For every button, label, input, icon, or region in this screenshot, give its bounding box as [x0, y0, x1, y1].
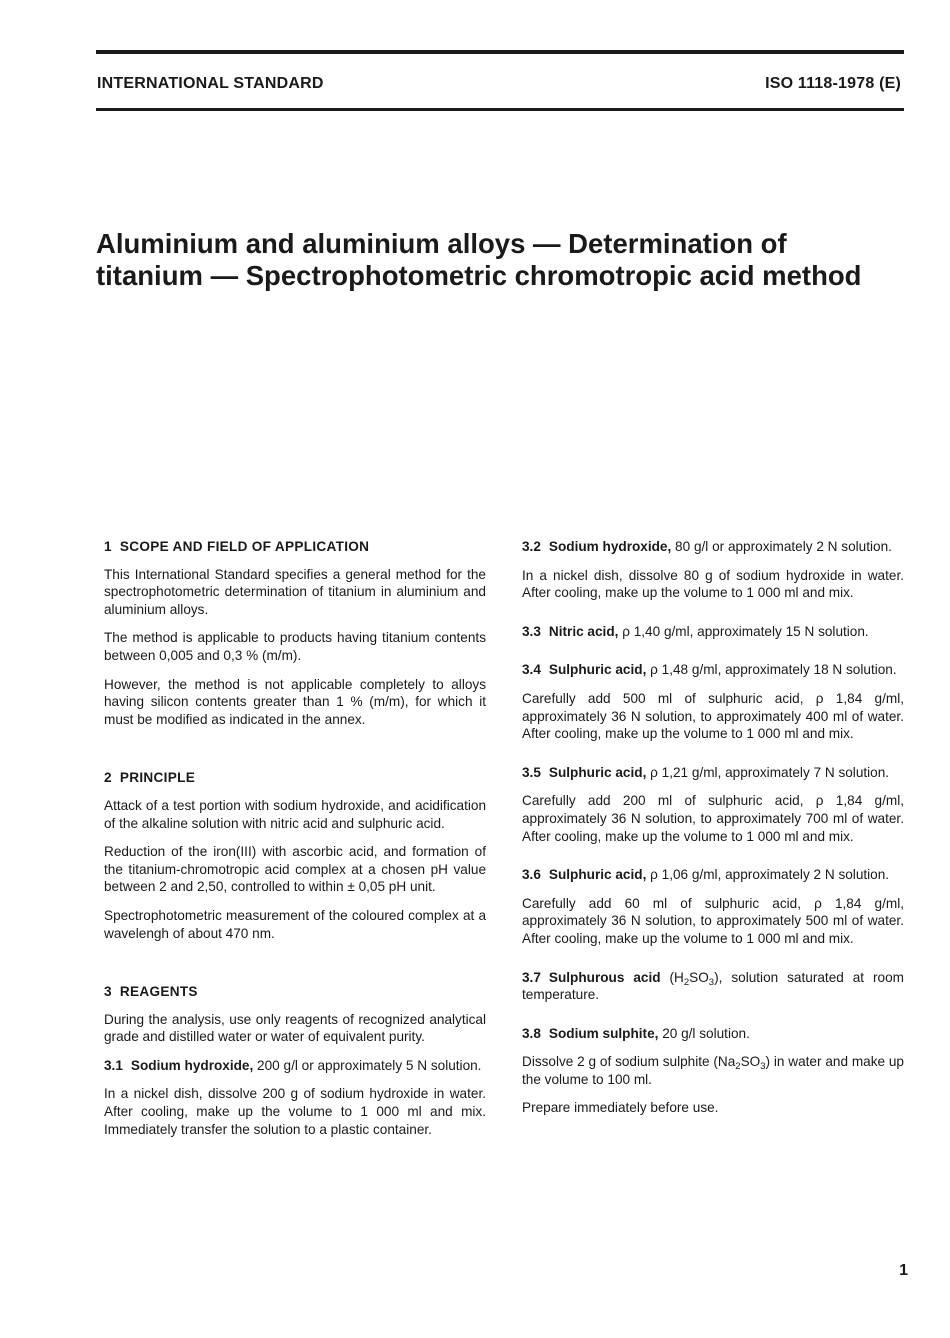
- section-2-heading: [104, 769, 486, 787]
- reagent-3-7-number: 3.7: [522, 969, 541, 985]
- reagent-3-2-spec: 80 g/l or approximately 2 N solution.: [675, 539, 892, 554]
- reagent-3-1-heading: [104, 1057, 486, 1075]
- reagent-3-6-name: Sulphuric acid,: [548, 867, 647, 883]
- formula-subscript: 3: [708, 976, 715, 988]
- formula-subscript: 2: [735, 1061, 741, 1073]
- reagent-3-7-formula: [669, 969, 723, 988]
- reagent-3-6-heading: [522, 866, 904, 884]
- reagent-3-4-number: 3.4: [522, 662, 541, 678]
- text-part: Dissolve 2 g of sodium sulphite (Na: [522, 1054, 736, 1070]
- formula-part: (H: [669, 969, 684, 985]
- reagent-3-5-text: Carefully add 200 ml of sulphuric acid, ρ 1,84 g/ml, approximately 36 N solution, to approximately 700 ml of water. After cooling, make up the volume to 1 000 ml and mix.: [522, 793, 904, 844]
- left-column: [104, 538, 486, 1149]
- reagent-3-6-text: Carefully add 60 ml of sulphuric acid, ρ 1,84 g/ml, approximately 36 N solution, to approximately 500 ml of water. After cooling, make up the volume to 1 000 ml and mix.: [522, 895, 904, 946]
- reagent-3-2-number: 3.2: [522, 539, 541, 554]
- reagent-3-3-number: 3.3: [522, 623, 541, 639]
- formula-subscript: 2: [683, 976, 690, 988]
- formula-part: SO: [689, 969, 709, 985]
- reagent-3-4-text: Carefully add 500 ml of sulphuric acid, ρ 1,84 g/ml, approximately 36 N solution, to approximately 400 ml of water. After cooling, make up the volume to 1 000 ml and mix.: [522, 690, 904, 742]
- title-line-1: Aluminium and aluminium alloys — Determination of: [96, 228, 787, 259]
- reagent-3-4-spec: ρ 1,48 g/ml, approximately 18 N solution.: [650, 662, 897, 678]
- reagent-3-3-name: Nitric acid,: [548, 623, 619, 639]
- reagent-3-8-spec: 20 g/l solution.: [662, 1025, 750, 1041]
- reagent-3-8-heading: [522, 1025, 904, 1043]
- section-2-paragraph-2: Reduction of the iron(III) with ascorbic acid, and formation of the titanium-chromotropic acid complex at a chosen pH value between 2 and 2,50, controlled to within ± 0,05 pH unit.: [104, 844, 486, 895]
- reagent-3-1-name: Sodium hydroxide,: [130, 1057, 254, 1073]
- section-3-paragraph-1: During the analysis, use only reagents of recognized analytical grade and distilled water or water of equivalent purity.: [104, 1011, 486, 1045]
- section-3-title: REAGENTS: [119, 984, 198, 1000]
- reagent-3-3-heading: [522, 623, 904, 641]
- reagent-3-5-number: 3.5: [522, 764, 541, 780]
- reagent-3-3-spec: ρ 1,40 g/ml, approximately 15 N solution.: [622, 623, 869, 639]
- section-3-heading: [104, 983, 486, 1001]
- formula-part: ),: [714, 969, 723, 985]
- reagent-3-1-spec: 200 g/l or approximately 5 N solution.: [257, 1057, 482, 1073]
- section-1-paragraph-2: The method is applicable to products having titanium contents between 0,005 and 0,3 % (m/m).: [104, 630, 486, 663]
- section-1-paragraph-3: However, the method is not applicable completely to alloys having silicon contents greater than 1 % (m/m), for which it must be modified as indicated in the annex.: [104, 676, 486, 727]
- section-2-title: PRINCIPLE: [119, 770, 196, 786]
- text-part: SO: [740, 1054, 761, 1070]
- reagent-3-1-text: In a nickel dish, dissolve 200 g of sodium hydroxide in water. After cooling, make up the volume to 1 000 ml and mix. Immediately transfer the solution to a plastic container.: [104, 1086, 486, 1137]
- reagent-3-1-number: 3.1: [104, 1057, 123, 1073]
- reagent-3-8-text: [522, 1053, 904, 1088]
- section-2-number: 2: [104, 770, 112, 786]
- right-column: [522, 538, 904, 1128]
- reagent-3-5-heading: [522, 764, 904, 782]
- document-type-label: INTERNATIONAL STANDARD: [97, 75, 324, 92]
- reagent-3-7-name: Sulphurous acid: [548, 969, 661, 985]
- standard-number: ISO 1118-1978 (E): [765, 75, 901, 92]
- reagent-3-7-heading: [522, 969, 904, 1004]
- section-3-number: 3: [104, 984, 112, 1000]
- reagent-3-5-name: Sulphuric acid,: [548, 764, 647, 780]
- section-1-title: SCOPE AND FIELD OF APPLICATION: [119, 539, 370, 554]
- text-part: ) in water and make up the volume to 100 ml.: [522, 1054, 904, 1087]
- reagent-3-2-name: Sodium hydroxide,: [548, 539, 672, 554]
- formula-subscript: 3: [760, 1061, 766, 1073]
- title-line-2: titanium — Spectrophotometric chromotropic acid method: [96, 260, 862, 291]
- reagent-3-4-heading: [522, 661, 904, 679]
- section-1-paragraph-1: This International Standard specifies a general method for the spectrophotometric determination of titanium in aluminium and aluminium alloys.: [104, 566, 486, 617]
- page-number: 1: [899, 1262, 908, 1279]
- reagent-3-6-spec: ρ 1,06 g/ml, approximately 2 N solution.: [650, 867, 890, 883]
- reagent-3-2-heading: [522, 538, 904, 556]
- reagent-3-4-name: Sulphuric acid,: [548, 662, 647, 678]
- section-1-number: 1: [104, 539, 112, 554]
- header-bottom-rule: [96, 108, 904, 111]
- reagent-3-7-spec: solution saturated at room temperature.: [522, 969, 904, 1003]
- reagent-3-8-note: Prepare immediately before use.: [522, 1100, 719, 1116]
- page-title: [96, 228, 896, 292]
- reagent-3-8-name: Sodium sulphite,: [548, 1025, 659, 1041]
- reagent-3-5-spec: ρ 1,21 g/ml, approximately 7 N solution.: [650, 764, 890, 780]
- reagent-3-8-number: 3.8: [522, 1025, 541, 1041]
- reagent-3-6-number: 3.6: [522, 867, 541, 883]
- section-1-heading: [104, 538, 486, 556]
- section-2-paragraph-3: Spectrophotometric measurement of the coloured complex at a wavelengh of about 470 nm.: [104, 907, 486, 941]
- section-2-paragraph-1: Attack of a test portion with sodium hydroxide, and acidification of the alkaline solution with nitric acid and sulphuric acid.: [104, 797, 486, 831]
- header-top-rule: [96, 50, 904, 54]
- reagent-3-2-text: In a nickel dish, dissolve 80 g of sodium hydroxide in water. After cooling, make up the volume to 1 000 ml and mix.: [522, 567, 904, 601]
